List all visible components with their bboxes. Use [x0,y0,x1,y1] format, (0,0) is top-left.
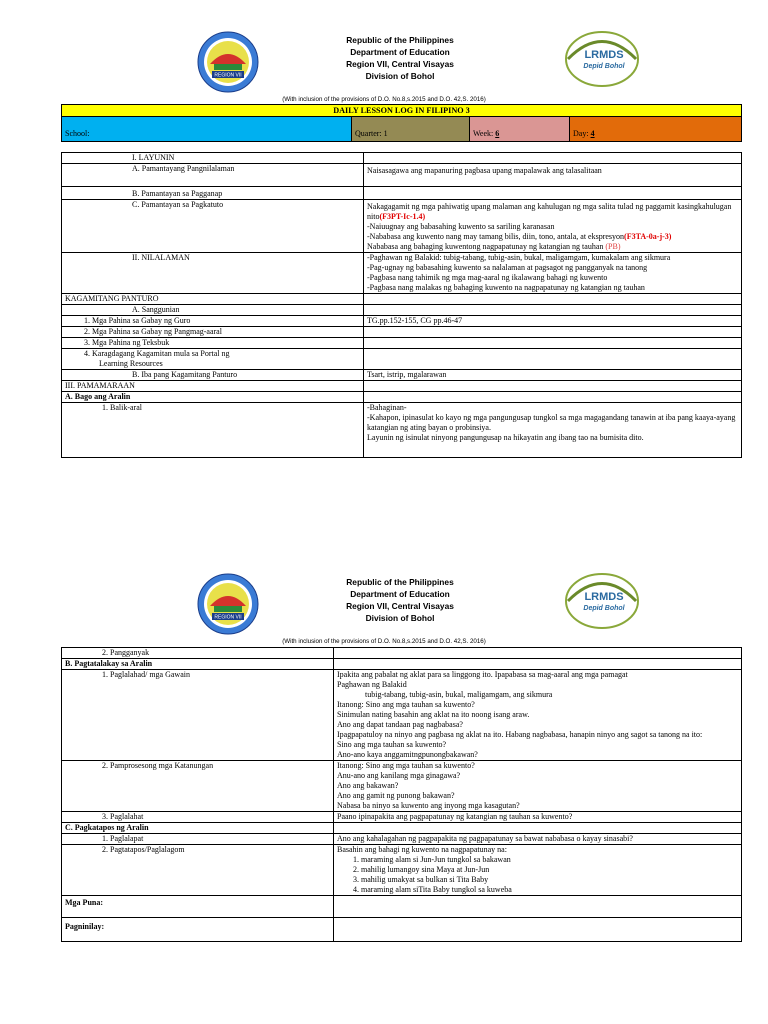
balik-aral-value: -Bahaginan- -Kahapon, ipinasulat ko kayo ng mga pangungusap tungkol sa mga magagandang tanawin at iba pang kaaya-ayang katangian ng ating bayan o probinsiya. Layunin ng isinulat ninyong pangungusap na hikayatin ang ibang tao na bumisita dito. [364,403,742,458]
pamprosesong-label: 2. Pamprosesong mga Katanungan [62,761,334,812]
svg-text:LRMDS: LRMDS [584,591,624,603]
table-row [62,392,742,403]
svg-text:REGION VII: REGION VII [214,614,242,621]
table-row [62,812,742,823]
table-row [62,823,742,834]
table-row [62,338,742,349]
paglalahad-label: 1. Paglalahad/ mga Gawain [62,670,334,761]
table-row [62,200,742,253]
header-line3: Region VII, Central Visayas [346,59,454,69]
nilalaman-heading: II. NILALAMAN [132,253,190,262]
balik-aral-label: 1. Balik-aral [62,403,364,458]
paglalahad-value: Ipakita ang pabalat ng aklat para sa linggong ito. Ipapabasa sa mag-aaral ang mga pamagat Paghawan ng Balakid tubig-tabang, tubig-asin, bukal, maligamgam, ang sikmura Itanong: Sino ang mga tauhan sa kuwento? Sinimulan nating basahin ang aklat na ito noong isang araw. Ano ang dapat tandaan pag nagbabasa? Ipagpapatuloy na ninyo ang pagbasa ng aklat na ito. Habang nagbabasa, hanapin ninyo ang sagot sa tanong na ito: Sino ang mga tauhan sa kuwento? Ano-ano kaya anggamitngpunongbakawan? [334,670,742,761]
table-row [62,294,742,305]
kagamitan-heading: KAGAMITANG PANTURO [62,294,364,305]
table-row [62,896,742,918]
table-row [62,659,742,670]
pamantayang-label: A. Pamantayang Pangnilalaman [62,164,364,187]
pamantayang-value: Naisasagawa ang mapanuring pagbasa upang mapalawak ang talasalitaan [364,164,742,187]
pagninilay-field[interactable] [334,918,742,942]
table-row [62,153,742,164]
teksbuk-label: 3. Mga Pahina ng Teksbuk [62,338,364,349]
table-row [62,403,742,458]
karagdagang-label: 4. Karagdagang Kagamitan mula sa Portal ng Learning Resources [62,349,364,370]
paglalahat-value: Paano ipinapakita ang pagpapatunay ng katangian ng tauhan sa kuwento? [334,812,742,823]
band-title: DAILY LESSON LOG IN FILIPINO 3 [62,105,741,117]
pagtatapos-label: 2. Pagtatapos/Paglalagom [62,845,334,896]
pagtatalakay-heading: B. Pagtatalakay sa Aralin [62,659,334,670]
lesson-log-band [61,104,742,142]
pagninilay-label: Pagninilay: [62,918,334,942]
header-line2: Department of Education [350,47,450,57]
school-field: School: [62,117,352,141]
pangganyak-label: 2. Pangganyak [62,648,334,659]
bago-ang-aralin-heading: A. Bago ang Aralin [62,392,364,403]
pagkatuto-label: C. Pamantayan sa Pagkatuto [62,200,364,253]
table-row [62,370,742,381]
deped-seal-logo [196,572,260,636]
inclusion-note: (With inclusion of the provisions of D.O. No.8,s.2015 and D.O. 42,S. 2016) [282,638,486,645]
header-text [300,34,500,82]
lesson-table-1 [61,152,742,458]
nilalaman-value: -Paghawan ng Balakid: tubig-tabang, tubig-asin, bukal, maligamgam, kumakalam ang sikmura -Pag-ugnay ng babasahing kuwento sa nalalaman at pagsagot ng pangganyak na tanong -Pagbasa nang tahimik ng mga mag-aaral ng ikalawang bahagi ng kuwento -Pagbasa nang malakas ng bahaging kuwento na nagpapatunay ng katangian ng tauhan [364,253,742,294]
gabay-pangmag-aaral-label: 2. Mga Pahina sa Gabay ng Pangmag-aaral [62,327,364,338]
lrmds-logo [562,570,642,632]
table-row [62,253,742,294]
table-row [62,305,742,316]
mga-puna-field[interactable] [334,896,742,918]
table-row [62,834,742,845]
svg-text:REGION VII: REGION VII [214,72,242,79]
svg-text:Depid Bohol: Depid Bohol [583,63,625,70]
gabay-guro-value: TG.pp.152-155, CG pp.46-47 [364,316,742,327]
table-row [62,327,742,338]
lrmds-logo [562,28,642,90]
week-field: Week: 6 [470,117,570,141]
header-line1: Republic of the Philippines [346,577,454,587]
table-row [62,761,742,812]
table-row [62,316,742,327]
paglalapat-value: Ano ang kahalagahan ng pagpapakita ng pagpapatunay sa bawat nababasa o kayay sinasabi? [334,834,742,845]
table-row [62,918,742,942]
pagkatuto-value: Nakagagamit ng mga pahiwatig upang malaman ang kahulugan ng mga salita tulad ng paggamit kasingkahulugan nito(F3PT-Ic-1.4) -Naiuugnay ang babasahing kuwento sa sariling karanasan -Nababasa ang kuwento nang may tamang bilis, diin, tono, antala, at ekspresyon(F3TA-0a-j-3) Nababasa ang bahaging kuwentong nagpapatunay ng katangian ng tauhan (PB) [364,200,742,253]
table-row [62,648,742,659]
table-row [62,845,742,896]
paglalapat-label: 1. Paglalapat [62,834,334,845]
header-text [300,576,500,624]
sanggunian-label: A. Sanggunian [62,305,364,316]
inclusion-note: (With inclusion of the provisions of D.O. No.8,s.2015 and D.O. 42,S. 2016) [282,96,486,103]
header-line3: Region VII, Central Visayas [346,601,454,611]
quarter-field: Quarter: 1 [352,117,470,141]
header-line2: Department of Education [350,589,450,599]
paglalahat-label: 3. Paglalahat [62,812,334,823]
table-row [62,164,742,187]
layunin-heading: I. LAYUNIN [132,153,175,162]
lesson-table-2 [61,647,742,942]
pagkatapos-heading: C. Pagkatapos ng Aralin [62,823,334,834]
svg-text:Depid Bohol: Depid Bohol [583,605,625,612]
header-line4: Division of Bohol [365,613,435,623]
mga-puna-label: Mga Puna: [62,896,334,918]
table-row [62,381,742,392]
day-field: Day: 4 [570,117,741,141]
pagganap-label: B. Pamantayan sa Pagganap [62,187,364,200]
deped-seal-logo [196,30,260,94]
table-row [62,670,742,761]
pamamaraan-heading: III. PAMAMARAAN [62,381,364,392]
iba-pang-kagamitan-label: B. Iba pang Kagamitang Panturo [62,370,364,381]
table-row [62,187,742,200]
svg-text:LRMDS: LRMDS [584,49,624,61]
pagtatapos-value: Basahin ang bahagi ng kuwento na nagpapatunay na: 1. maraming alam si Jun-Jun tungkol sa bakawan 2. mahilig lumangoy sina Maya at Jun-Jun 3. mahilig umakyat sa bulkan si Tita Baby 4. maraming alam siTita Baby tungkol sa kuweba [334,845,742,896]
iba-pang-kagamitan-value: Tsart, istrip, mgalarawan [364,370,742,381]
header-line1: Republic of the Philippines [346,35,454,45]
header-line4: Division of Bohol [365,71,435,81]
table-row [62,349,742,370]
gabay-guro-label: 1. Mga Pahina sa Gabay ng Guro [62,316,364,327]
pamprosesong-value: Itanong: Sino ang mga tauhan sa kuwento? Anu-ano ang kanilang mga ginagawa? Ano ang bakawan? Ano ang gamit ng punong bakawan? Nabasa ba ninyo sa kuwento ang inyong mga kasagutan? [334,761,742,812]
